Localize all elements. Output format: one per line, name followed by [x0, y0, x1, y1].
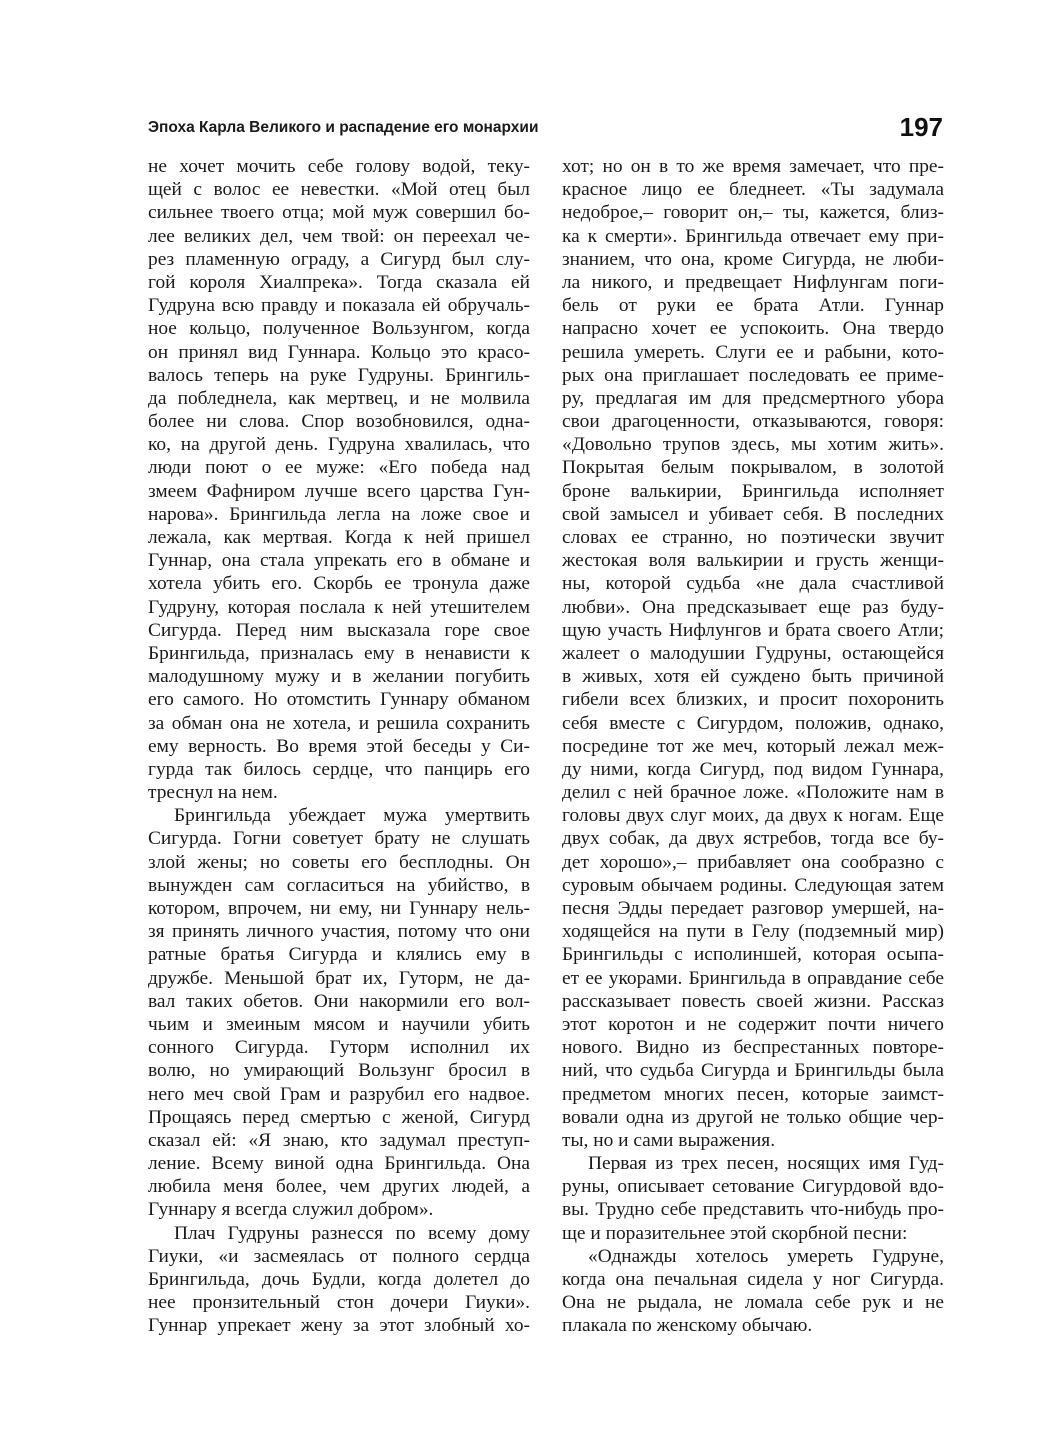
text-line: вовали одна из другой не только общие чер- [562, 1106, 944, 1128]
text-line: решила умереть. Слуги ее и рабыни, кото- [562, 341, 944, 363]
text-line: Она не рыдала, не ломала себе рук и не [562, 1292, 944, 1314]
text-line: хотела убить его. Скорбь ее тронула даже [148, 573, 530, 595]
running-header [148, 112, 943, 146]
text-line: Гиуки, «и засмеялась от полного сердца [148, 1245, 530, 1267]
text-line: малодушному мужу и в желании погубить [148, 666, 530, 688]
text-line: щую участь Нифлунгов и брата своего Атли; [562, 619, 944, 641]
text-line: «Однажды хотелось умереть Гудруне, [588, 1245, 944, 1267]
text-line: Брингильда убеждает мужа умертвить [174, 805, 530, 827]
text-line: люди поют о ее муже: «Его победа над [148, 457, 530, 479]
text-line: гой короля Хиалпрека». Тогда сказала ей [148, 271, 530, 293]
text-line: жалеет о малодушии Гудруны, остающейся [562, 642, 944, 664]
text-line: сказал ей: «Я знаю, кто задумал преступ- [148, 1129, 530, 1151]
text-line: более ни слова. Спор возобновился, одна- [148, 411, 530, 433]
text-line: да побледнела, как мертвец, и не молвила [148, 387, 530, 409]
text-line: недоброе,– говорит он,– ты, кажется, близ- [562, 202, 944, 224]
text-line: красное лицо ее бледнеет. «Ты задумала [562, 179, 944, 201]
text-line: сонного Сигурда. Гуторм исполнил их [148, 1037, 530, 1059]
text-line: Гуннар, она стала упрекать его в обмане и [148, 550, 530, 572]
text-line: когда она печальная сидела у ног Сигурда. [562, 1269, 944, 1290]
text-line: «Довольно трупов здесь, мы хотим жить». [562, 434, 944, 456]
text-line: напрасно хочет ее успокоить. Она твердо [562, 318, 944, 340]
text-line: его самого. Но отомстить Гуннару обманом [148, 689, 530, 711]
text-line: Первая из трех песен, носящих имя Гуд- [588, 1153, 944, 1175]
text-line: ру, предлагая им для предсмертного убора [562, 387, 944, 409]
text-line: за обман она не хотела, и решила сохранить [148, 712, 530, 734]
text-line: рез пламенную ограду, а Сигурд был слу- [148, 248, 530, 270]
text-line: Брингильды с исполиншей, которая осыпа- [562, 944, 944, 966]
text-line: словах ее странно, но поэтически звучит [562, 527, 944, 548]
text-line: нее пронзительный стон дочери Гиуки». [148, 1292, 530, 1314]
text-line: любила меня более, чем других людей, а [148, 1176, 530, 1198]
text-line: нарова». Брингильда легла на ложе свое и [148, 503, 530, 525]
text-line: ний, что судьба Сигурда и Брингильды была [562, 1060, 944, 1082]
text-line: ты, но и сами выражения. [562, 1129, 776, 1151]
text-line: Брингильда, призналась ему в ненависти к [148, 642, 530, 664]
text-line: суровым обычаем родины. Следующая затем [562, 874, 944, 896]
text-line: головы двух слуг моих, да двух к ногам. Еще [562, 805, 944, 827]
text-line: Покрытая белым покрывалом, в золотой [562, 457, 944, 479]
text-line: броне валькирии, Брингильда исполняет [562, 480, 944, 502]
text-line: Гудруну, которая послала к ней утешителем [148, 596, 530, 618]
text-line: Прощаясь перед смертью с женой, Сигурд [148, 1106, 530, 1128]
text-line: Гудруна всю правду и показала ей обручаль- [148, 295, 530, 317]
text-line: Сигурда. Перед ним высказала горе свое [148, 619, 530, 641]
text-line: Плач Гудруны разнесся по всему дому [174, 1222, 530, 1244]
text-line: предметом многих песен, которые заимст- [562, 1083, 944, 1105]
text-line: этот коротон и не содержит почти ничего [562, 1013, 944, 1035]
text-line: жестокая воля валькирии и грусть женщи- [562, 550, 944, 572]
text-line: ходящейся на пути в Гелу (подземный мир) [562, 921, 944, 943]
text-line: чьим и змеиным мясом и научили убить [148, 1013, 530, 1035]
text-line: волю, но умирающий Вользунг бросил в [148, 1060, 530, 1082]
text-line: него меч свой Грам и разрубил его надвое. [148, 1083, 530, 1105]
text-line: сильнее твоего отца; мой муж совершил бо- [148, 202, 530, 224]
text-line: себя вместе с Сигурдом, положив, однако, [562, 712, 944, 734]
text-line: свои драгоценности, отказываются, говоря: [562, 411, 944, 433]
text-line: ему верность. Во время этой беседы у Си- [148, 735, 530, 757]
text-line: песня Эдды передает разговор умершей, на- [562, 898, 944, 919]
text-line: валось теперь на руке Гудруны. Брингиль- [148, 364, 530, 386]
text-line: ка к смерти». Брингильда отвечает ему при- [562, 225, 944, 247]
text-line: ет ее укорами. Брингильда в оправдание себе [562, 967, 944, 989]
right-text-column [562, 155, 944, 1338]
text-line: ратные братья Сигурда и клялись ему в [148, 944, 530, 966]
text-line: рассказывает повесть своей жизни. Рассказ [562, 990, 944, 1012]
text-line: знанием, что она, кроме Сигурда, не люби- [562, 248, 944, 270]
text-line: дружбе. Меньшой брат их, Гуторм, не да- [148, 967, 530, 989]
text-line: не хочет мочить себе голову водой, теку- [148, 156, 530, 177]
text-line: бель от руки ее брата Атли. Гуннар [562, 295, 944, 317]
left-text-column [148, 155, 530, 1338]
text-line: плакала по женскому обычаю. [562, 1315, 813, 1337]
text-line: зя принять личного участия, потому что они [148, 921, 530, 943]
text-line: вы. Трудно себе представить что-нибудь про- [562, 1199, 944, 1221]
text-line: Гуннару я всегда служил добром». [148, 1199, 434, 1221]
text-line: змеем Фафниром лучше всего царства Гун- [148, 480, 530, 502]
text-line: котором, впрочем, ни ему, ни Гуннару нель- [148, 898, 530, 919]
text-line: треснул на нем. [148, 782, 278, 804]
page-number: 197 [899, 112, 943, 142]
text-line: щей с волос ее невестки. «Мой отец был [148, 179, 530, 201]
text-line: лее великих дел, чем твой: он переехал че- [148, 225, 530, 247]
text-line: в живых, хотя ей суждено быть причиной [562, 666, 944, 688]
text-line: ду ними, когда Сигурд, под видом Гуннара, [562, 758, 944, 780]
text-line: злой жены; но советы его бесплодны. Он [148, 851, 530, 873]
text-line: двух собак, да двух ястребов, тогда все бу- [562, 828, 944, 850]
text-line: ще и поразительнее этой скорбной песни: [562, 1222, 908, 1244]
text-line: Сигурда. Гогни советует брату не слушать [148, 828, 530, 850]
text-line: рых она приглашает последовать ее приме- [562, 364, 944, 386]
text-line: Брингильда, дочь Будли, когда долетел до [148, 1269, 530, 1290]
text-line: гибели всех близких, и просит похоронить [562, 689, 944, 711]
text-line: руны, описывает сетование Сигурдовой вдо- [562, 1176, 944, 1198]
text-line: ны, которой судьба «не дала счастливой [562, 573, 944, 595]
chapter-title: Эпоха Карла Великого и распадение его монархии [148, 119, 539, 136]
text-line: нового. Видно из беспрестанных повторе- [562, 1037, 944, 1059]
text-line: он принял вид Гуннара. Кольцо это красо- [148, 341, 530, 363]
text-line: свой замысел и убивает себя. В последних [562, 503, 944, 525]
text-line: Гуннар упрекает жену за этот злобный хо- [148, 1315, 530, 1337]
text-line: любви». Она предсказывает еще раз буду- [562, 596, 944, 618]
text-line: посредине тот же меч, который лежал меж- [562, 735, 944, 757]
text-line: хот; но он в то же время замечает, что пре- [562, 156, 944, 177]
text-line: ко, на другой день. Гудруна хвалилась, что [148, 434, 530, 456]
text-line: лежала, как мертвая. Когда к ней пришел [148, 527, 530, 548]
text-line: ное кольцо, полученное Вользунгом, когда [148, 318, 530, 340]
text-line: дет хорошо»,– прибавляет она сообразно с [562, 851, 944, 873]
text-line: вал таких обетов. Они накормили его вол- [148, 990, 530, 1012]
text-line: ление. Всему виной одна Брингильда. Она [148, 1153, 530, 1175]
text-line: ла никого, и предвещает Нифлунгам поги- [562, 271, 944, 293]
text-line: вынужден сам согласиться на убийство, в [148, 874, 530, 896]
text-line: гурда так билось сердце, что панцирь его [148, 758, 530, 780]
text-line: делил с ней брачное ложе. «Положите нам в [562, 782, 944, 804]
